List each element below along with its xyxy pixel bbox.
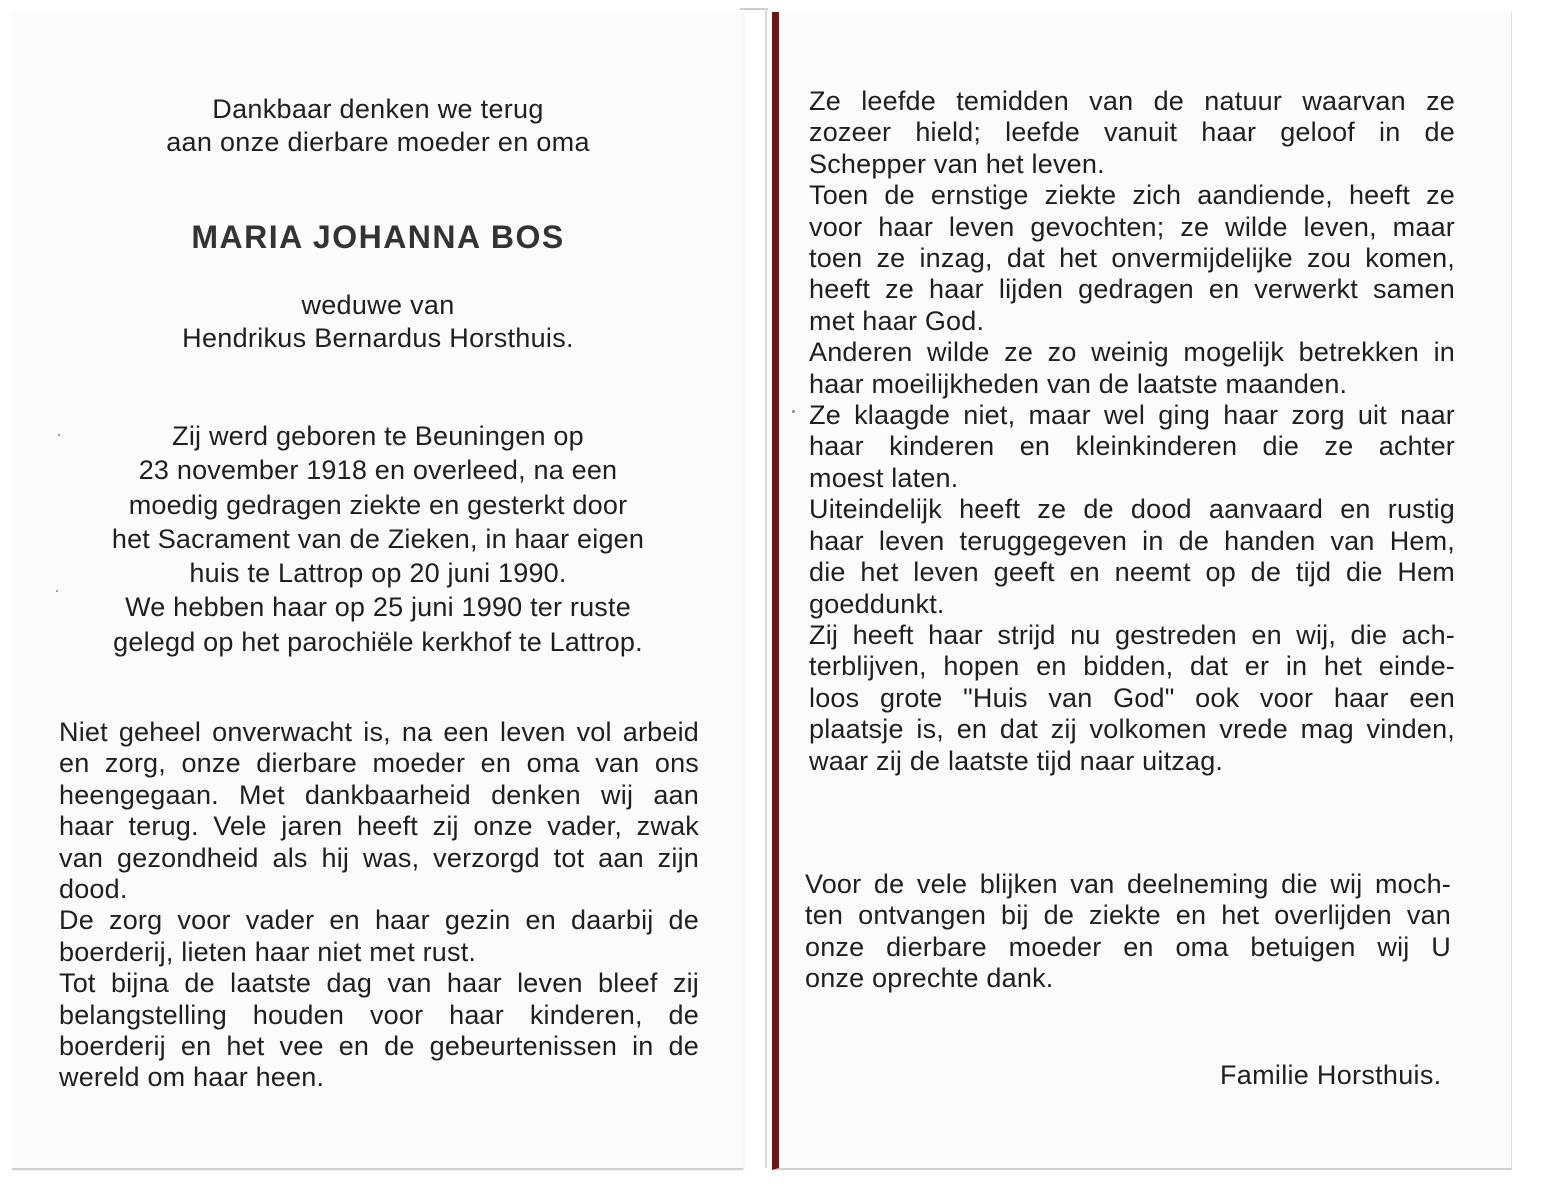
text-line: heeft ze haar lijden gedragen en verwerkt samen <box>809 274 1455 305</box>
scan-speck <box>56 590 58 592</box>
spouse-line-1: weduwe van <box>301 290 455 320</box>
text-line: dood. <box>59 874 128 905</box>
text-line: die het leven geeft en neemt op de tijd die Hem <box>809 557 1455 588</box>
spouse-line-2: Hendrikus Bernardus Horsthuis. <box>182 323 574 353</box>
scan-speck <box>58 434 60 436</box>
text-line: haar moeilijkheden van de laatste maanden. <box>809 368 1348 399</box>
text-line: Niet geheel onverwacht is, na een leven vol arbeid <box>59 717 699 747</box>
text-line: met haar God. <box>809 305 985 336</box>
text-line: haar kinderen en kleinkinderen die ze achter <box>809 431 1455 462</box>
text-line: Schepper van het leven. <box>809 148 1105 179</box>
text-line: gelegd op het parochiële kerkhof te Lattrop. <box>113 626 643 657</box>
text-line: We hebben haar op 25 juni 1990 ter ruste <box>125 592 631 623</box>
thanks-paragraph <box>805 869 1451 995</box>
text-line: Toen de ernstige ziekte zich aandiende, heeft ze <box>809 180 1455 211</box>
text-line: toen ze inzag, dat het onvermijdelijke zou komen, <box>809 243 1455 274</box>
fold-line <box>765 8 767 1168</box>
text-line: 23 november 1918 en overleed, na een <box>138 455 618 486</box>
text-line: Tot bijna de laatste dag van haar leven bleef zij <box>59 968 699 999</box>
text-line: terblijven, hopen en bidden, dat er in het einde- <box>809 651 1455 682</box>
text-line: moedig gedragen ziekte en gesterkt door <box>128 489 628 520</box>
text-line: loos grote "Huis van God" ook voor haar een <box>809 682 1455 713</box>
text-line: zozeer hield; leefde vanuit haar geloof in de <box>809 117 1455 148</box>
text-line: voor haar leven gevochten; ze wilde leven, maar <box>809 211 1455 242</box>
text-line: boerderij, lieten haar niet met rust. <box>59 936 477 967</box>
text-line: goeddunkt. <box>809 588 945 619</box>
text-line: heengegaan. Met dankbaarheid denken wij aan <box>59 779 699 810</box>
text-line: het Sacrament van de Zieken, in haar eigen <box>111 523 645 554</box>
text-line: van gezondheid als hij was, verzorgd tot aan zijn <box>59 842 699 873</box>
fold-top-edge <box>740 8 768 10</box>
text-line: boerderij en het vee en de gebeurtenissen in de <box>59 1031 699 1062</box>
life-paragraph <box>59 717 699 1094</box>
faith-paragraph <box>809 86 1455 777</box>
text-line: Uiteindelijk heeft ze de dood aanvaard en rustig <box>809 494 1455 525</box>
intro-line-2: aan onze dierbare moeder en oma <box>166 127 590 157</box>
text-line: haar leven teruggegeven in de handen van Hem, <box>809 525 1455 556</box>
deceased-name: MARIA JOHANNA BOS <box>191 219 565 255</box>
text-line: Anderen wilde ze zo weinig mogelijk betrekken in <box>809 337 1455 368</box>
text-line: ten ontvangen bij de ziekte en het overlijden van <box>805 900 1451 931</box>
text-line: Voor de vele blijken van deelneming die wij moch- <box>805 869 1451 899</box>
text-line: plaatsje is, en dat zij volkomen vrede mag vinden, <box>809 714 1455 745</box>
text-line: Zij werd geboren te Beuningen op <box>172 421 584 451</box>
text-line: belangstelling houden voor haar kinderen, de <box>59 999 699 1030</box>
birth-death-paragraph <box>58 419 698 659</box>
family-signature: Familie Horsthuis. <box>1220 1060 1442 1090</box>
text-line: Zij heeft haar strijd nu gestreden en wij, die ach- <box>809 619 1455 650</box>
text-line: wereld om haar heen. <box>59 1062 325 1093</box>
text-line: moest laten. <box>809 462 959 493</box>
text-line: haar terug. Vele jaren heeft zij onze vader, zwak <box>59 811 699 842</box>
text-line: huis te Lattrop op 20 juni 1990. <box>189 558 567 589</box>
intro-line-1: Dankbaar denken we terug <box>212 94 544 124</box>
text-line: onze oprechte dank. <box>805 963 1054 994</box>
text-line: onze dierbare moeder en oma betuigen wij U <box>805 931 1451 962</box>
text-line: Ze leefde temidden van de natuur waarvan ze <box>809 86 1455 116</box>
text-line: en zorg, onze dierbare moeder en oma van ons <box>59 748 699 779</box>
text-line: Ze klaagde niet, maar wel ging haar zorg uit naar <box>809 400 1455 431</box>
scan-speck <box>792 410 795 413</box>
text-line: De zorg voor vader en haar gezin en daarbij de <box>59 905 699 936</box>
text-line: waar zij de laatste tijd naar uitzag. <box>809 745 1224 776</box>
